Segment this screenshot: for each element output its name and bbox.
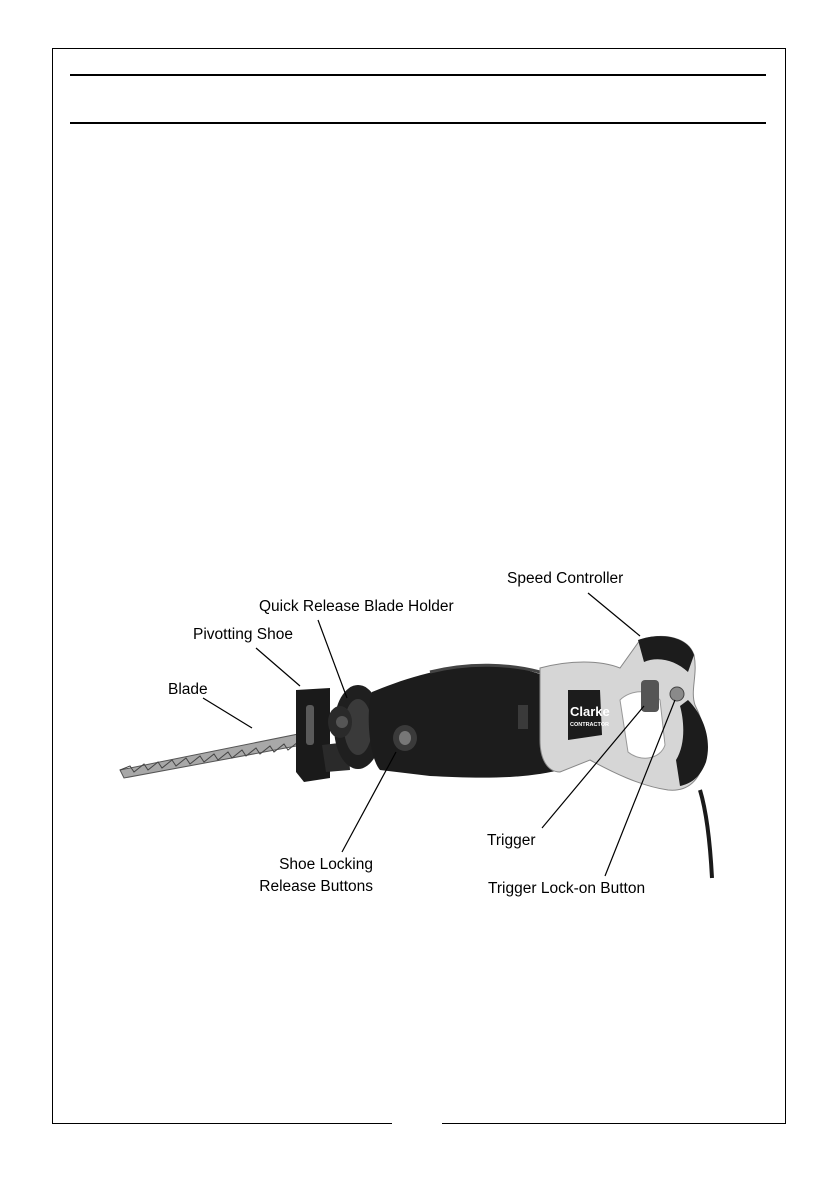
callout-trigger: Trigger	[487, 832, 536, 849]
callout-speed-controller: Speed Controller	[507, 570, 624, 587]
callout-shoe-locking-line1: Shoe Locking	[279, 856, 373, 873]
callout-blade: Blade	[168, 681, 208, 698]
motor-housing	[369, 665, 560, 777]
callout-quick-release-blade-holder: Quick Release Blade Holder	[259, 598, 454, 615]
clarke-logo-sub: CONTRACTOR	[570, 722, 610, 728]
callout-pivotting-shoe: Pivotting Shoe	[193, 626, 293, 643]
clarke-logo-brand: Clarke	[570, 704, 610, 719]
callout-shoe-locking-line2: Release Buttons	[259, 878, 373, 895]
grey-body-and-handle	[540, 636, 708, 790]
power-cord	[700, 790, 712, 878]
blade	[120, 730, 318, 778]
callout-trigger-lock-on-button: Trigger Lock-on Button	[488, 880, 646, 897]
